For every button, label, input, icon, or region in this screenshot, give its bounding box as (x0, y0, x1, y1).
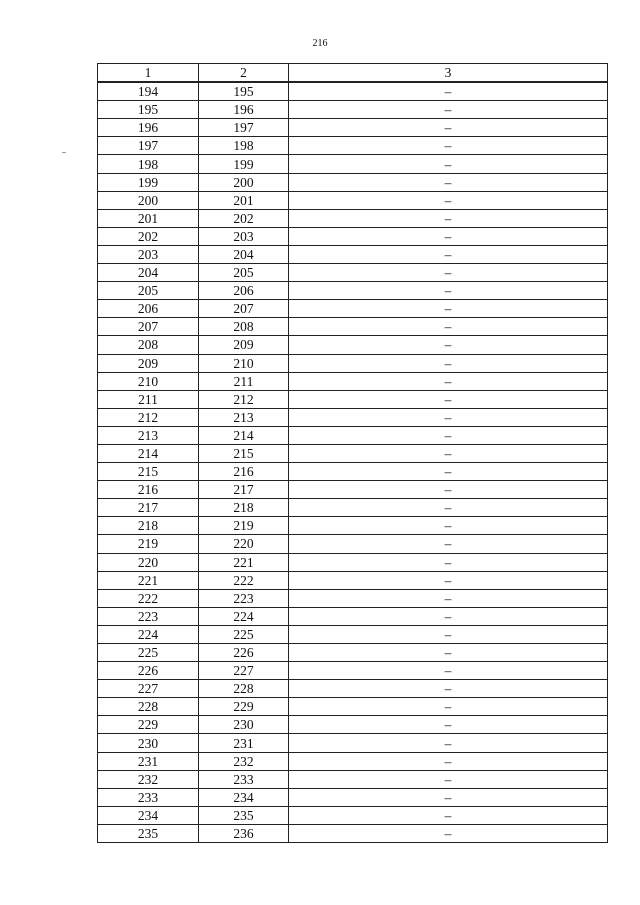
table-row (98, 752, 608, 770)
cell-col-1: 226 (98, 662, 199, 680)
cell-col-1: 202 (98, 227, 199, 245)
cell-col-1: 200 (98, 191, 199, 209)
cell-col-3: – (289, 282, 608, 300)
cell-col-3: – (289, 119, 608, 137)
cell-col-1: 221 (98, 571, 199, 589)
cell-col-1: 215 (98, 463, 199, 481)
cell-col-2: 199 (199, 155, 289, 173)
table-row (98, 481, 608, 499)
cell-col-1: 196 (98, 119, 199, 137)
table-row (98, 137, 608, 155)
cell-col-3: – (289, 553, 608, 571)
cell-col-2: 205 (199, 264, 289, 282)
cell-col-2: 195 (199, 82, 289, 101)
column-header-2: 2 (199, 64, 289, 83)
table-row (98, 408, 608, 426)
cell-col-1: 194 (98, 82, 199, 101)
data-table (97, 63, 608, 843)
cell-col-2: 225 (199, 625, 289, 643)
cell-col-3: – (289, 788, 608, 806)
cell-col-1: 204 (98, 264, 199, 282)
cell-col-3: – (289, 463, 608, 481)
cell-col-1: 216 (98, 481, 199, 499)
cell-col-1: 232 (98, 770, 199, 788)
cell-col-2: 215 (199, 444, 289, 462)
table-body (98, 64, 608, 843)
cell-col-3: – (289, 517, 608, 535)
table-row (98, 716, 608, 734)
cell-col-2: 235 (199, 806, 289, 824)
table-row (98, 625, 608, 643)
cell-col-2: 206 (199, 282, 289, 300)
table-row (98, 155, 608, 173)
cell-col-2: 209 (199, 336, 289, 354)
cell-col-1: 228 (98, 698, 199, 716)
cell-col-3: – (289, 155, 608, 173)
cell-col-3: – (289, 426, 608, 444)
cell-col-3: – (289, 318, 608, 336)
cell-col-3: – (289, 191, 608, 209)
cell-col-2: 216 (199, 463, 289, 481)
cell-col-1: 235 (98, 824, 199, 842)
cell-col-2: 226 (199, 644, 289, 662)
cell-col-2: 208 (199, 318, 289, 336)
cell-col-2: 224 (199, 607, 289, 625)
margin-mark (62, 152, 66, 153)
cell-col-1: 212 (98, 408, 199, 426)
cell-col-2: 203 (199, 227, 289, 245)
table-row (98, 227, 608, 245)
cell-col-3: – (289, 589, 608, 607)
cell-col-3: – (289, 101, 608, 119)
table-header-row (98, 64, 608, 83)
cell-col-3: – (289, 209, 608, 227)
cell-col-1: 229 (98, 716, 199, 734)
cell-col-3: – (289, 408, 608, 426)
table-row (98, 499, 608, 517)
cell-col-2: 236 (199, 824, 289, 842)
cell-col-1: 223 (98, 607, 199, 625)
cell-col-3: – (289, 770, 608, 788)
cell-col-2: 227 (199, 662, 289, 680)
table-row (98, 173, 608, 191)
table-row (98, 282, 608, 300)
cell-col-1: 233 (98, 788, 199, 806)
cell-col-3: – (289, 644, 608, 662)
cell-col-1: 206 (98, 300, 199, 318)
table-row (98, 264, 608, 282)
cell-col-1: 213 (98, 426, 199, 444)
cell-col-3: – (289, 137, 608, 155)
cell-col-2: 230 (199, 716, 289, 734)
cell-col-3: – (289, 82, 608, 101)
cell-col-3: – (289, 698, 608, 716)
cell-col-1: 217 (98, 499, 199, 517)
cell-col-3: – (289, 173, 608, 191)
cell-col-3: – (289, 716, 608, 734)
cell-col-2: 219 (199, 517, 289, 535)
cell-col-1: 195 (98, 101, 199, 119)
table-row (98, 662, 608, 680)
table-row (98, 354, 608, 372)
cell-col-1: 198 (98, 155, 199, 173)
table-row (98, 101, 608, 119)
cell-col-2: 212 (199, 390, 289, 408)
cell-col-2: 197 (199, 119, 289, 137)
table-row (98, 806, 608, 824)
table-row (98, 535, 608, 553)
cell-col-2: 221 (199, 553, 289, 571)
cell-col-1: 219 (98, 535, 199, 553)
cell-col-1: 207 (98, 318, 199, 336)
table-row (98, 607, 608, 625)
cell-col-1: 211 (98, 390, 199, 408)
cell-col-2: 201 (199, 191, 289, 209)
cell-col-1: 227 (98, 680, 199, 698)
cell-col-2: 213 (199, 408, 289, 426)
cell-col-2: 229 (199, 698, 289, 716)
cell-col-1: 224 (98, 625, 199, 643)
table-row (98, 734, 608, 752)
cell-col-3: – (289, 535, 608, 553)
cell-col-3: – (289, 264, 608, 282)
table-row (98, 770, 608, 788)
table-row (98, 517, 608, 535)
cell-col-2: 198 (199, 137, 289, 155)
cell-col-2: 211 (199, 372, 289, 390)
table-row (98, 209, 608, 227)
cell-col-3: – (289, 372, 608, 390)
cell-col-1: 210 (98, 372, 199, 390)
cell-col-2: 228 (199, 680, 289, 698)
cell-col-1: 208 (98, 336, 199, 354)
table-row (98, 426, 608, 444)
cell-col-3: – (289, 300, 608, 318)
cell-col-1: 230 (98, 734, 199, 752)
cell-col-2: 202 (199, 209, 289, 227)
cell-col-2: 232 (199, 752, 289, 770)
cell-col-2: 233 (199, 770, 289, 788)
table-row (98, 245, 608, 263)
column-header-1: 1 (98, 64, 199, 83)
column-header-3: 3 (289, 64, 608, 83)
page-number: 216 (312, 38, 328, 49)
cell-col-3: – (289, 499, 608, 517)
cell-col-2: 218 (199, 499, 289, 517)
cell-col-2: 234 (199, 788, 289, 806)
table-row (98, 553, 608, 571)
cell-col-3: – (289, 680, 608, 698)
cell-col-1: 201 (98, 209, 199, 227)
cell-col-1: 205 (98, 282, 199, 300)
cell-col-3: – (289, 734, 608, 752)
cell-col-1: 231 (98, 752, 199, 770)
cell-col-2: 200 (199, 173, 289, 191)
cell-col-2: 214 (199, 426, 289, 444)
cell-col-2: 222 (199, 571, 289, 589)
cell-col-1: 225 (98, 644, 199, 662)
cell-col-1: 214 (98, 444, 199, 462)
cell-col-3: – (289, 227, 608, 245)
cell-col-1: 222 (98, 589, 199, 607)
cell-col-3: – (289, 354, 608, 372)
table-row (98, 644, 608, 662)
cell-col-3: – (289, 625, 608, 643)
cell-col-1: 220 (98, 553, 199, 571)
cell-col-2: 220 (199, 535, 289, 553)
cell-col-3: – (289, 336, 608, 354)
cell-col-3: – (289, 571, 608, 589)
cell-col-1: 203 (98, 245, 199, 263)
cell-col-1: 209 (98, 354, 199, 372)
table-row (98, 444, 608, 462)
cell-col-2: 204 (199, 245, 289, 263)
table-row (98, 318, 608, 336)
cell-col-2: 217 (199, 481, 289, 499)
table-row (98, 336, 608, 354)
table-row (98, 571, 608, 589)
table-row (98, 698, 608, 716)
cell-col-3: – (289, 481, 608, 499)
table-row (98, 119, 608, 137)
cell-col-3: – (289, 806, 608, 824)
table-row (98, 82, 608, 101)
cell-col-2: 210 (199, 354, 289, 372)
table-row (98, 463, 608, 481)
cell-col-2: 231 (199, 734, 289, 752)
cell-col-2: 223 (199, 589, 289, 607)
cell-col-3: – (289, 390, 608, 408)
cell-col-2: 207 (199, 300, 289, 318)
cell-col-3: – (289, 245, 608, 263)
cell-col-3: – (289, 662, 608, 680)
cell-col-1: 199 (98, 173, 199, 191)
cell-col-3: – (289, 607, 608, 625)
cell-col-3: – (289, 444, 608, 462)
table-row (98, 300, 608, 318)
table-row (98, 589, 608, 607)
table-row (98, 824, 608, 842)
cell-col-2: 196 (199, 101, 289, 119)
cell-col-1: 197 (98, 137, 199, 155)
cell-col-1: 218 (98, 517, 199, 535)
cell-col-1: 234 (98, 806, 199, 824)
table-row (98, 680, 608, 698)
table-row (98, 788, 608, 806)
table-row (98, 191, 608, 209)
table-row (98, 390, 608, 408)
cell-col-3: – (289, 824, 608, 842)
table-row (98, 372, 608, 390)
cell-col-3: – (289, 752, 608, 770)
